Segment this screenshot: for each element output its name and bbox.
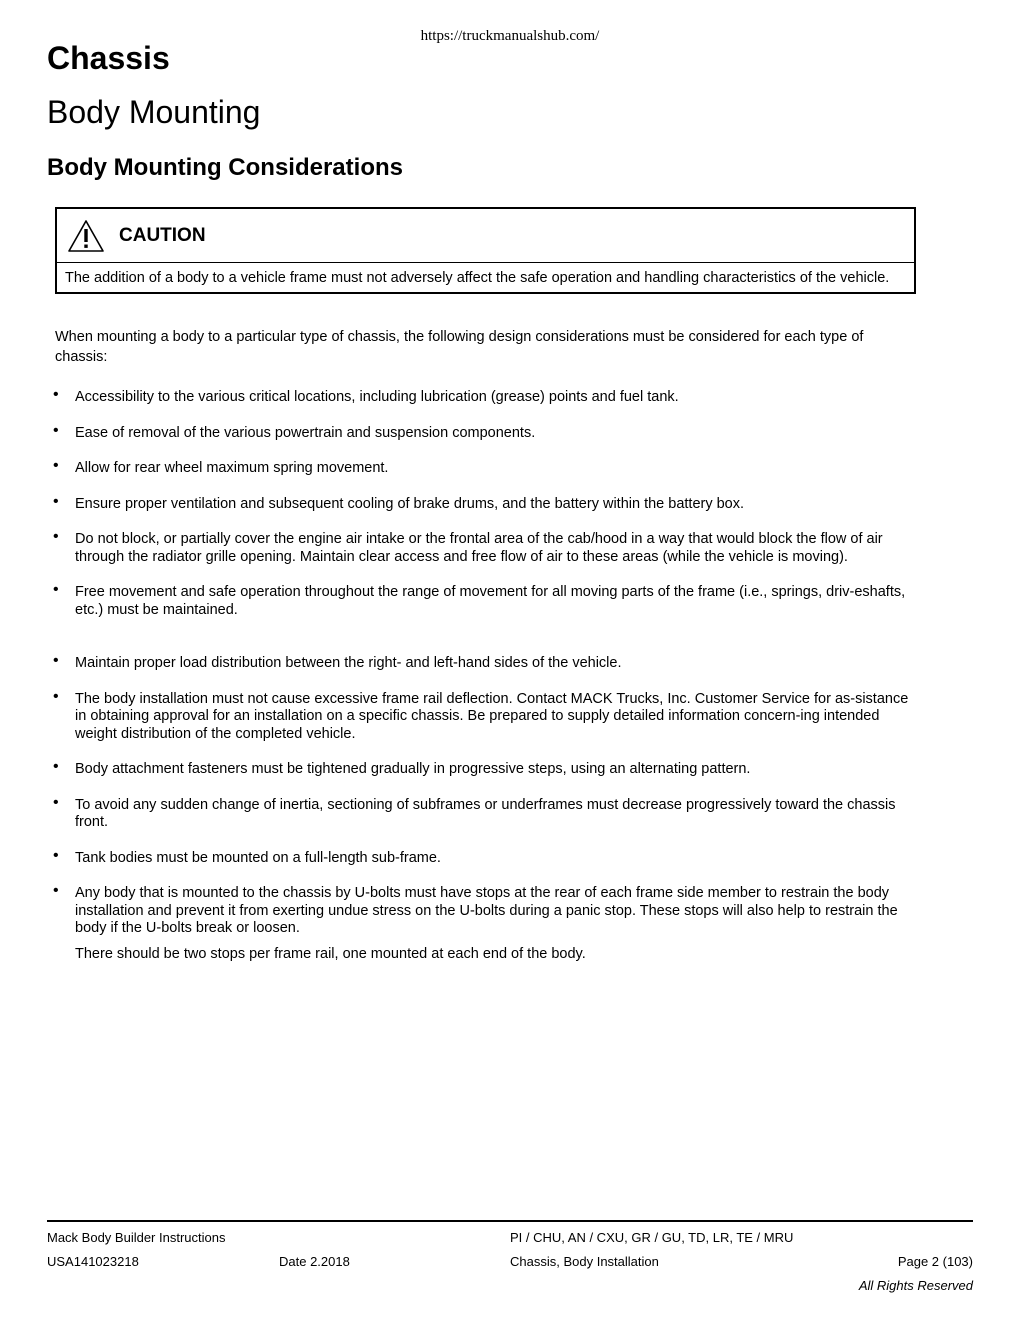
- list-item-text: Do not block, or partially cover the engine air intake or the frontal area of the cab/hood in a way that would block the flow of air through the radiator grille opening. Maintain clear access and free flow of air to these areas (while the vehicle is moving).: [75, 531, 883, 565]
- list-item: [47, 528, 922, 566]
- list-item: [47, 793, 922, 832]
- list-item-text: Any body that is mounted to the chassis by U-bolts must have stops at the rear of each frame side member to restrain the body installation and prevent it from exerting undue stress on the U-bolts during a panic stop. These stops will also help to restrain the body if the U-bolts break or loosen.: [75, 885, 898, 936]
- list-item: [47, 687, 922, 744]
- bullet-icon: •: [53, 421, 59, 439]
- list-item-note: There should be two stops per frame rail, one mounted at each end of the body.: [75, 945, 586, 962]
- bullet-icon: •: [53, 882, 59, 899]
- list-item-text: Allow for rear wheel maximum spring movement.: [75, 460, 389, 476]
- footer-page-number: Page 2 (103): [897, 1254, 973, 1269]
- intro-paragraph: When mounting a body to a particular type of chassis, the following design considerations must be considered for each type of chassis:: [55, 329, 864, 365]
- list-item: [47, 882, 922, 963]
- caution-text: The addition of a body to a vehicle frame must not adversely affect the safe operation and handling characteristics of the vehicle.: [65, 270, 890, 286]
- subsection-heading: Body Mounting Considerations: [47, 154, 403, 181]
- footer-doc-number: USA141023218: [47, 1254, 139, 1269]
- list-item-text: Tank bodies must be mounted on a full-length sub-frame.: [75, 849, 441, 866]
- list-item: [47, 652, 922, 673]
- bullet-icon: •: [53, 793, 59, 811]
- considerations-list: [47, 386, 922, 981]
- list-item: [47, 846, 922, 868]
- list-item-text: Ease of removal of the various powertrain and suspension components.: [75, 424, 536, 441]
- bullet-icon: •: [53, 492, 59, 510]
- bullet-icon: •: [53, 846, 59, 864]
- caution-header: [57, 209, 914, 263]
- footer-doc-title: Mack Body Builder Instructions: [47, 1230, 226, 1245]
- section-heading: Body Mounting: [47, 94, 261, 130]
- list-item: [47, 581, 922, 619]
- list-item-text: The body installation must not cause excessive frame rail deflection. Contact MACK Trucks, Inc. Customer Service for as-sistance in obtaining approval for an installation on a specific chassis. Be prepared to supply detailed information concern-ing intended weight distribution of the completed vehicle.: [75, 690, 909, 742]
- list-item-text: Body attachment fasteners must be tightened gradually in progressive steps, using an alternating pattern.: [75, 761, 751, 777]
- list-item-text: To avoid any sudden change of inertia, sectioning of subframes or underframes must decrease progressively toward the chassis front.: [75, 796, 896, 830]
- source-url[interactable]: https://truckmanualshub.com/: [420, 28, 600, 44]
- list-item-text: Accessibility to the various critical locations, including lubrication (grease) points and fuel tank.: [75, 389, 679, 405]
- list-item: [47, 758, 922, 779]
- footer-divider: [47, 1220, 973, 1222]
- list-item: [47, 421, 922, 443]
- bullet-icon: •: [53, 528, 59, 545]
- bullet-icon: •: [53, 581, 59, 598]
- bullet-icon: •: [53, 687, 59, 705]
- caution-box: [55, 207, 916, 294]
- caution-title: CAUTION: [119, 224, 206, 246]
- footer-models: PI / CHU, AN / CXU, GR / GU, TD, LR, TE / MRU: [510, 1230, 794, 1245]
- list-item: [47, 492, 922, 514]
- list-item: [47, 386, 922, 407]
- list-item: [47, 457, 922, 478]
- list-item-text: Free movement and safe operation throughout the range of movement for all moving parts of the frame (i.e., springs, driv-eshafts, etc.) must be maintained.: [75, 584, 906, 618]
- footer-chapter: Chassis, Body Installation: [510, 1254, 659, 1269]
- bullet-icon: •: [53, 758, 59, 775]
- bullet-icon: •: [53, 386, 59, 403]
- bullet-icon: •: [53, 457, 59, 474]
- footer-date: Date 2.2018: [279, 1254, 350, 1269]
- list-item-text: Ensure proper ventilation and subsequent cooling of brake drums, and the battery within the battery box.: [75, 495, 745, 512]
- list-item-text: Maintain proper load distribution between the right- and left-hand sides of the vehicle.: [75, 655, 622, 671]
- bullet-icon: •: [53, 652, 59, 669]
- warning-triangle-icon: [67, 219, 105, 253]
- footer-rights: All Rights Reserved: [858, 1278, 973, 1293]
- chapter-heading: Chassis: [47, 40, 170, 76]
